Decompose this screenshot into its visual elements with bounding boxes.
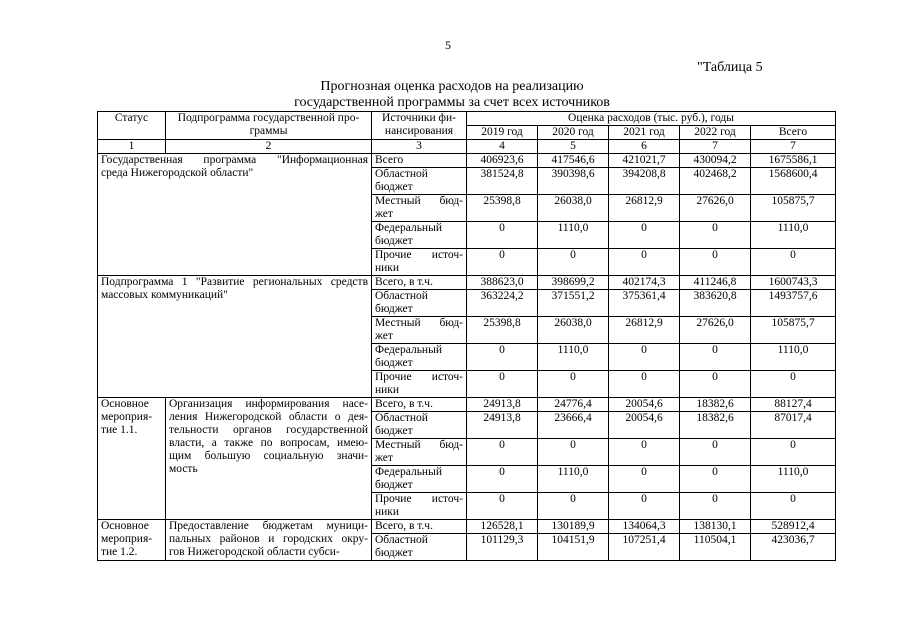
amount-cell: 417546,6 [538, 154, 609, 168]
page-number: 5 [445, 38, 451, 52]
amount-cell: 528912,4 [751, 520, 836, 534]
amount-cell: 126528,1 [467, 520, 538, 534]
header-year-2020: 2020 год [538, 126, 609, 140]
activity-description-line: тельности органов государственной [169, 424, 368, 436]
source-cell [372, 249, 467, 276]
amount-cell: 371551,2 [538, 290, 609, 317]
source-label-line-2: бюджет [375, 425, 413, 437]
program-name-cell [98, 154, 372, 276]
source-label-line-1: Всего, в т.ч. [375, 276, 433, 288]
header-row-1 [98, 112, 836, 126]
header-subprogram [166, 112, 372, 140]
amount-cell: 1110,0 [538, 222, 609, 249]
amount-cell: 0 [751, 493, 836, 520]
header-sources-line-2: нансирования [384, 125, 454, 137]
amount-cell: 105875,7 [751, 317, 836, 344]
amount-cell: 0 [467, 466, 538, 493]
amount-cell: 26038,0 [538, 195, 609, 222]
amount-cell: 0 [609, 466, 680, 493]
amount-cell: 26812,9 [609, 195, 680, 222]
amount-cell: 0 [467, 344, 538, 371]
amount-cell: 394208,8 [609, 168, 680, 195]
amount-cell: 101129,3 [467, 534, 538, 561]
activity-description-line: Организация информирования насе- [169, 398, 368, 410]
amount-cell: 1568600,4 [751, 168, 836, 195]
source-cell [372, 520, 467, 534]
amount-cell: 1675586,1 [751, 154, 836, 168]
status-line: мероприя- [101, 411, 153, 423]
amount-cell: 402174,3 [609, 276, 680, 290]
status-line: мероприя- [101, 533, 153, 545]
amount-cell: 0 [751, 371, 836, 398]
source-label-line-1: Всего, в т.ч. [375, 520, 433, 532]
header-year-2022: 2022 год [680, 126, 751, 140]
amount-cell: 0 [467, 249, 538, 276]
source-cell [372, 371, 467, 398]
source-label-line-1: Местный бюд- [375, 317, 463, 329]
amount-cell: 1110,0 [751, 344, 836, 371]
header-sources-line-1: Источники фи- [382, 112, 456, 124]
status-line: Основное [101, 398, 149, 410]
header-sources [372, 112, 467, 140]
source-label-line-1: Всего [375, 154, 404, 166]
amount-cell: 0 [609, 222, 680, 249]
source-label-line-1: Областной [375, 534, 428, 546]
amount-cell: 0 [538, 371, 609, 398]
activity-description-line: ления Нижегородской области о дея- [169, 411, 368, 423]
amount-cell: 0 [680, 249, 751, 276]
status-line: Основное [101, 520, 149, 532]
amount-cell: 1493757,6 [751, 290, 836, 317]
source-label-line-2: бюджет [375, 357, 413, 369]
source-cell [372, 398, 467, 412]
expense-table [97, 111, 836, 561]
source-cell [372, 493, 467, 520]
column-number-row [98, 140, 836, 154]
source-label-line-1: Прочие источ- [375, 371, 463, 383]
activity-description-cell [166, 398, 372, 520]
amount-cell: 24776,4 [538, 398, 609, 412]
amount-cell: 23666,4 [538, 412, 609, 439]
amount-cell: 390398,6 [538, 168, 609, 195]
amount-cell: 0 [609, 439, 680, 466]
amount-cell: 0 [609, 249, 680, 276]
amount-cell: 430094,2 [680, 154, 751, 168]
column-number: 5 [538, 140, 609, 154]
amount-cell: 26812,9 [609, 317, 680, 344]
amount-cell: 0 [680, 371, 751, 398]
activity-description-line: Предоставление бюджетам муници- [169, 520, 368, 532]
activity-description-line: пальных районов и городских окру- [169, 533, 368, 545]
source-label-line-1: Федеральный [375, 222, 442, 234]
amount-cell: 0 [609, 371, 680, 398]
source-label-line-2: бюджет [375, 181, 413, 193]
program-name-line-1: Подпрограмма 1 "Развитие региональных средств [101, 276, 368, 288]
amount-cell: 138130,1 [680, 520, 751, 534]
source-label-line-2: бюджет [375, 303, 413, 315]
amount-cell: 0 [467, 493, 538, 520]
source-cell [372, 276, 467, 290]
source-label-line-2: ники [375, 506, 400, 518]
amount-cell: 1600743,3 [751, 276, 836, 290]
status-cell [98, 398, 166, 520]
amount-cell: 104151,9 [538, 534, 609, 561]
amount-cell: 0 [609, 493, 680, 520]
amount-cell: 88127,4 [751, 398, 836, 412]
source-label-line-2: бюджет [375, 479, 413, 491]
header-estimate: Оценка расходов (тыс. руб.), годы [467, 112, 836, 126]
table-row [98, 276, 836, 290]
amount-cell: 398699,2 [538, 276, 609, 290]
source-cell [372, 290, 467, 317]
column-number: 6 [609, 140, 680, 154]
amount-cell: 381524,8 [467, 168, 538, 195]
activity-description-line: мость [169, 463, 198, 475]
source-label-line-1: Местный бюд- [375, 195, 463, 207]
amount-cell: 0 [538, 439, 609, 466]
source-label-line-1: Прочие источ- [375, 249, 463, 261]
source-cell [372, 344, 467, 371]
source-cell [372, 412, 467, 439]
header-subprogram-line-1: Подпрограмма государственной про- [177, 112, 360, 124]
header-year-2021: 2021 год [609, 126, 680, 140]
amount-cell: 0 [467, 371, 538, 398]
column-number: 2 [166, 140, 372, 154]
source-label-line-1: Прочие источ- [375, 493, 463, 505]
source-label-line-2: бюджет [375, 235, 413, 247]
amount-cell: 0 [609, 344, 680, 371]
source-label-line-1: Областной [375, 168, 428, 180]
source-label-line-1: Областной [375, 412, 428, 424]
amount-cell: 423036,7 [751, 534, 836, 561]
amount-cell: 18382,6 [680, 412, 751, 439]
source-label-line-1: Местный бюд- [375, 439, 463, 451]
source-cell [372, 466, 467, 493]
amount-cell: 0 [538, 493, 609, 520]
table-label: "Таблица 5 [697, 60, 763, 75]
amount-cell: 18382,6 [680, 398, 751, 412]
source-cell [372, 154, 467, 168]
amount-cell: 24913,8 [467, 412, 538, 439]
header-status: Статус [98, 112, 166, 140]
amount-cell: 1110,0 [538, 466, 609, 493]
amount-cell: 406923,6 [467, 154, 538, 168]
status-line: тие 1.2. [101, 546, 138, 558]
source-label-line-1: Областной [375, 290, 428, 302]
amount-cell: 110504,1 [680, 534, 751, 561]
source-label-line-2: жет [375, 452, 393, 464]
amount-cell: 25398,8 [467, 195, 538, 222]
table-row [98, 154, 836, 168]
source-label-line-2: жет [375, 330, 393, 342]
program-name-line-1: Государственная программа "Информационная [101, 154, 368, 166]
amount-cell: 0 [680, 466, 751, 493]
amount-cell: 0 [680, 222, 751, 249]
activity-description-line: гов Нижегородской области субси- [169, 546, 340, 558]
header-year-2019: 2019 год [467, 126, 538, 140]
header-total: Всего [751, 126, 836, 140]
source-cell [372, 195, 467, 222]
source-label-line-2: бюджет [375, 547, 413, 559]
activity-description-line: щим большую социальную значи- [169, 450, 368, 462]
source-label-line-2: жет [375, 208, 393, 220]
table-title-line-2: государственной программы за счет всех источников [294, 95, 610, 110]
amount-cell: 0 [680, 493, 751, 520]
table-row [98, 520, 836, 534]
amount-cell: 24913,8 [467, 398, 538, 412]
amount-cell: 27626,0 [680, 195, 751, 222]
amount-cell: 375361,4 [609, 290, 680, 317]
source-cell [372, 317, 467, 344]
amount-cell: 1110,0 [538, 344, 609, 371]
amount-cell: 0 [751, 439, 836, 466]
amount-cell: 134064,3 [609, 520, 680, 534]
activity-description-line: власти, а также по вопросам, имею- [169, 437, 368, 449]
amount-cell: 105875,7 [751, 195, 836, 222]
table-title-line-1: Прогнозная оценка расходов на реализацию [320, 79, 584, 94]
activity-description-cell [166, 520, 372, 561]
column-number: 3 [372, 140, 467, 154]
amount-cell: 363224,2 [467, 290, 538, 317]
amount-cell: 87017,4 [751, 412, 836, 439]
status-line: тие 1.1. [101, 424, 138, 436]
amount-cell: 130189,9 [538, 520, 609, 534]
amount-cell: 26038,0 [538, 317, 609, 344]
source-cell [372, 439, 467, 466]
program-name-cell [98, 276, 372, 398]
status-cell [98, 520, 166, 561]
program-name-line-2: среда Нижегородской области" [101, 167, 254, 179]
amount-cell: 0 [467, 439, 538, 466]
source-cell [372, 534, 467, 561]
source-cell [372, 222, 467, 249]
source-label-line-2: ники [375, 262, 400, 274]
amount-cell: 0 [751, 249, 836, 276]
source-label-line-1: Федеральный [375, 466, 442, 478]
amount-cell: 1110,0 [751, 466, 836, 493]
amount-cell: 0 [680, 344, 751, 371]
amount-cell: 25398,8 [467, 317, 538, 344]
amount-cell: 388623,0 [467, 276, 538, 290]
column-number: 7 [680, 140, 751, 154]
amount-cell: 383620,8 [680, 290, 751, 317]
table-row [98, 398, 836, 412]
amount-cell: 0 [538, 249, 609, 276]
column-number: 4 [467, 140, 538, 154]
source-cell [372, 168, 467, 195]
amount-cell: 0 [680, 439, 751, 466]
amount-cell: 27626,0 [680, 317, 751, 344]
source-label-line-1: Всего, в т.ч. [375, 398, 433, 410]
amount-cell: 421021,7 [609, 154, 680, 168]
source-label-line-2: ники [375, 384, 400, 396]
amount-cell: 0 [467, 222, 538, 249]
amount-cell: 107251,4 [609, 534, 680, 561]
column-number: 7 [751, 140, 836, 154]
amount-cell: 1110,0 [751, 222, 836, 249]
amount-cell: 20054,6 [609, 412, 680, 439]
column-number: 1 [98, 140, 166, 154]
amount-cell: 411246,8 [680, 276, 751, 290]
source-label-line-1: Федеральный [375, 344, 442, 356]
amount-cell: 402468,2 [680, 168, 751, 195]
program-name-line-2: массовых коммуникаций" [101, 289, 228, 301]
amount-cell: 20054,6 [609, 398, 680, 412]
header-subprogram-line-2: граммы [249, 125, 288, 137]
